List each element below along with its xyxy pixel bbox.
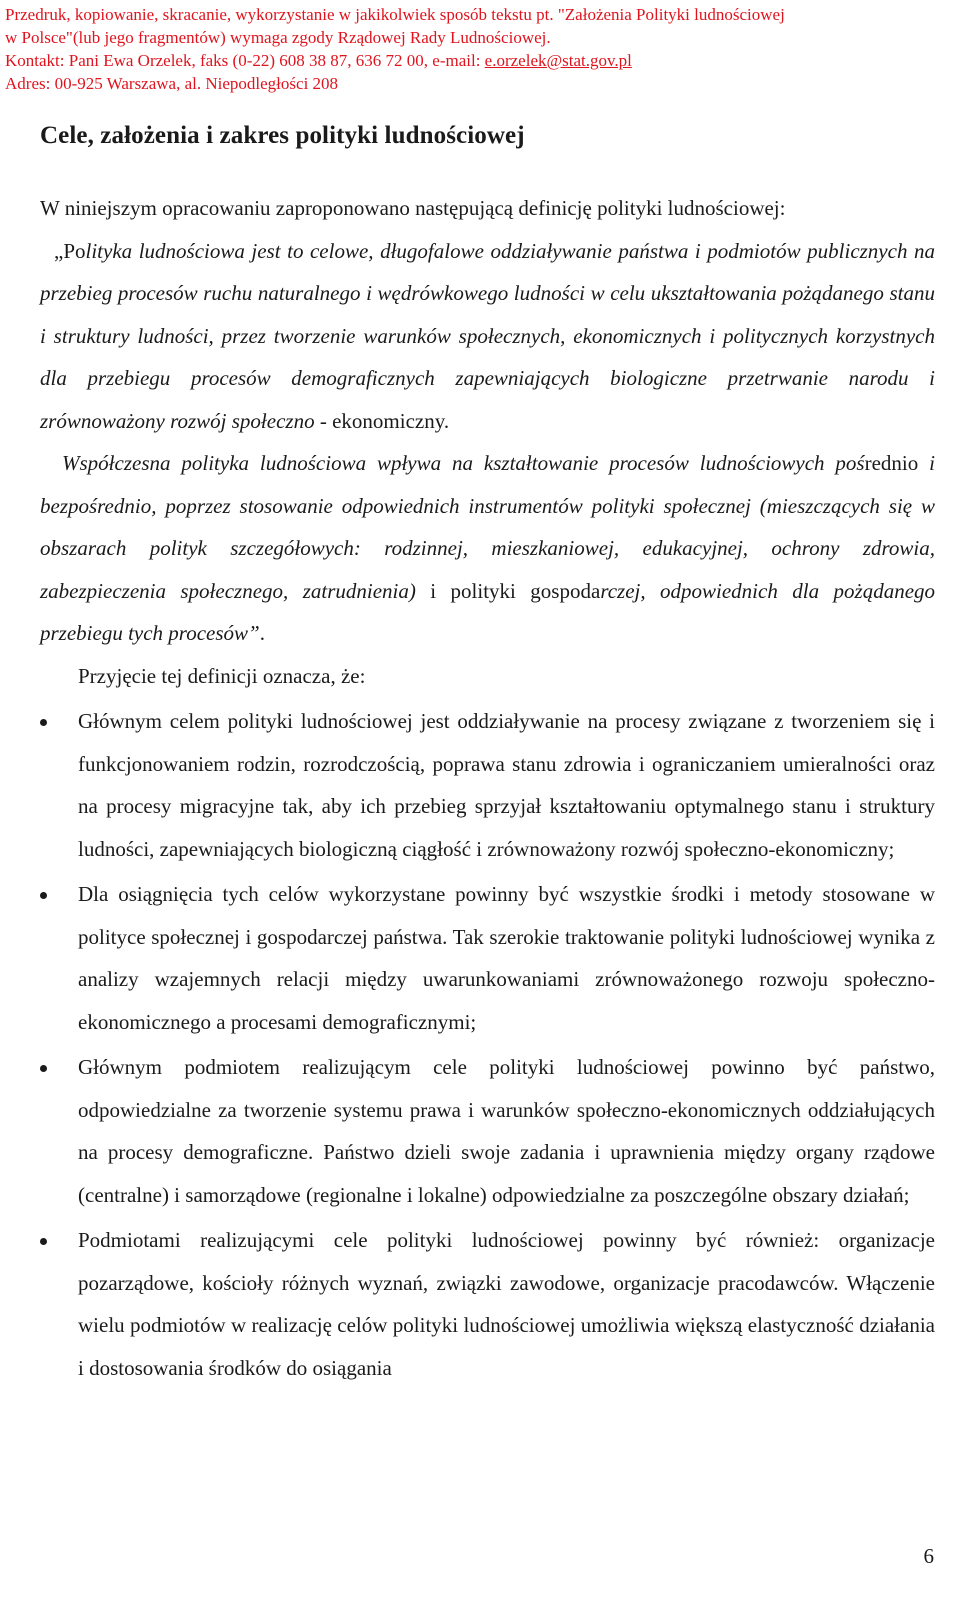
definition-italic: lityka ludnościowa jest to celowe, długofalowe oddziaływanie państwa i podmiotów publicznych na przebieg procesów ruchu naturalnego i wędrówkowego ludności w celu ukształtowania pożądanego stanu i struktury ludności, przez tworzenie warunków społecznych, ekonomicznych i politycznych korzystnych dla przebiegu procesów demograficznych zapewniających biologiczne przetrwanie narodu i zrównoważony rozwój społeczno bbox=[40, 238, 935, 433]
acceptance-paragraph: Przyjęcie tej definicji oznacza, że: bbox=[78, 663, 366, 688]
contemporary-paragraph bbox=[40, 442, 935, 655]
bullet-icon bbox=[40, 719, 47, 726]
list-item bbox=[40, 873, 935, 1043]
notice-line-3 bbox=[5, 49, 955, 72]
contemporary-part-1: Współczesna polityka ludnościowa wpływa na kształtowanie procesów ludnościowych poś bbox=[62, 451, 865, 475]
document-body bbox=[40, 187, 935, 1389]
definition-paragraph bbox=[40, 230, 935, 443]
definition-open: „Po bbox=[54, 238, 86, 263]
contemporary-part-4: i polityki gospoda bbox=[415, 578, 601, 603]
list-item-text: Głównym podmiotem realizującym cele polityki ludnościowej powinno być państwo, odpowiedzialne za tworzenie systemu prawa i warunków społeczno-ekonomicznych oddziałujących na procesy demograficzne. Państwo dzieli swoje zadania i uprawnienia między organy rządowe (centralne) i samorządowe (regionalne i lokalne) odpowiedzialne za poszczególne obszary działań; bbox=[78, 1055, 935, 1207]
bullet-icon bbox=[40, 892, 47, 899]
list-item bbox=[40, 1219, 935, 1389]
list-item-text: Podmiotami realizującymi cele polityki ludnościowej powinny być również: organizacje pozarządowe, kościoły różnych wyznań, związki zawodowe, organizacje pracodawców. Włączenie wielu podmiotów w realizację celów polityki ludnościowej umożliwia większą elastyczność działania i dostosowania środków do osiągania bbox=[78, 1228, 935, 1380]
copyright-notice bbox=[5, 3, 955, 95]
bullet-list bbox=[40, 700, 935, 1389]
section-title: Cele, założenia i zakres polityki ludnościowej bbox=[40, 122, 525, 149]
list-item-text: Dla osiągnięcia tych celów wykorzystane powinny być wszystkie środki i metody stosowane w polityce społecznej i gospodarczej państwa. Tak szerokie traktowanie polityki ludnościowej wynika z analizy wzajemnych relacji między uwarunkowaniami zrównoważonego rozwoju społeczno-ekonomicznego a procesami demograficznymi; bbox=[78, 882, 935, 1034]
contemporary-part-2: rednio bbox=[864, 451, 919, 475]
notice-line-4: Adres: 00-925 Warszawa, al. Niepodległości 208 bbox=[5, 74, 339, 93]
contemporary-part-3: i bezpośrednio, poprzez stosowanie odpowiednich instrumentów polityki społecznej (mieszczących się w obszarach polityk szczegółowych: rodzinnej, mieszkaniowej, edukacyjnej, ochrony zdrowia, zabezpieczenia społecznego, zatrudnienia) bbox=[40, 451, 935, 603]
list-item-text: Głównym celem polityki ludnościowej jest oddziaływanie na procesy związane z tworzeniem się i funkcjonowaniem rodzin, rozrodczością, poprawa stanu zdrowia i ograniczaniem umieralności oraz na procesy migracyjne tak, aby ich przebieg sprzyjał kształtowaniu optymalnego stanu i struktury ludności, zapewniających biologiczną ciągłość i zrównoważony rozwój społeczno-ekonomiczny; bbox=[78, 709, 935, 861]
bullet-icon bbox=[40, 1238, 47, 1245]
list-item bbox=[40, 1046, 935, 1216]
contemporary-part-6: . bbox=[259, 621, 265, 645]
definition-tail: - ekonomiczny. bbox=[314, 408, 450, 433]
contact-text: Kontakt: Pani Ewa Orzelek, faks (0-22) 608 38 87, 636 72 00, e-mail: bbox=[5, 51, 485, 70]
list-item bbox=[40, 700, 935, 870]
page-number: 6 bbox=[923, 1544, 934, 1568]
notice-line-2: w Polsce"(lub jego fragmentów) wymaga zgody Rządowej Rady Ludnościowej. bbox=[5, 28, 551, 47]
email-link[interactable]: e.orzelek@stat.gov.pl bbox=[484, 51, 632, 70]
bullet-icon bbox=[40, 1065, 47, 1072]
intro-paragraph: W niniejszym opracowaniu zaproponowano następującą definicję polityki ludnościowej: bbox=[40, 196, 786, 220]
contemporary-part-5: rczej, odpowiednich dla pożądanego przebiegu tych procesów” bbox=[40, 578, 936, 645]
notice-line-1: Przedruk, kopiowanie, skracanie, wykorzystanie w jakikolwiek sposób tekstu pt. "Założenia Polityki ludnościowej bbox=[5, 5, 785, 24]
